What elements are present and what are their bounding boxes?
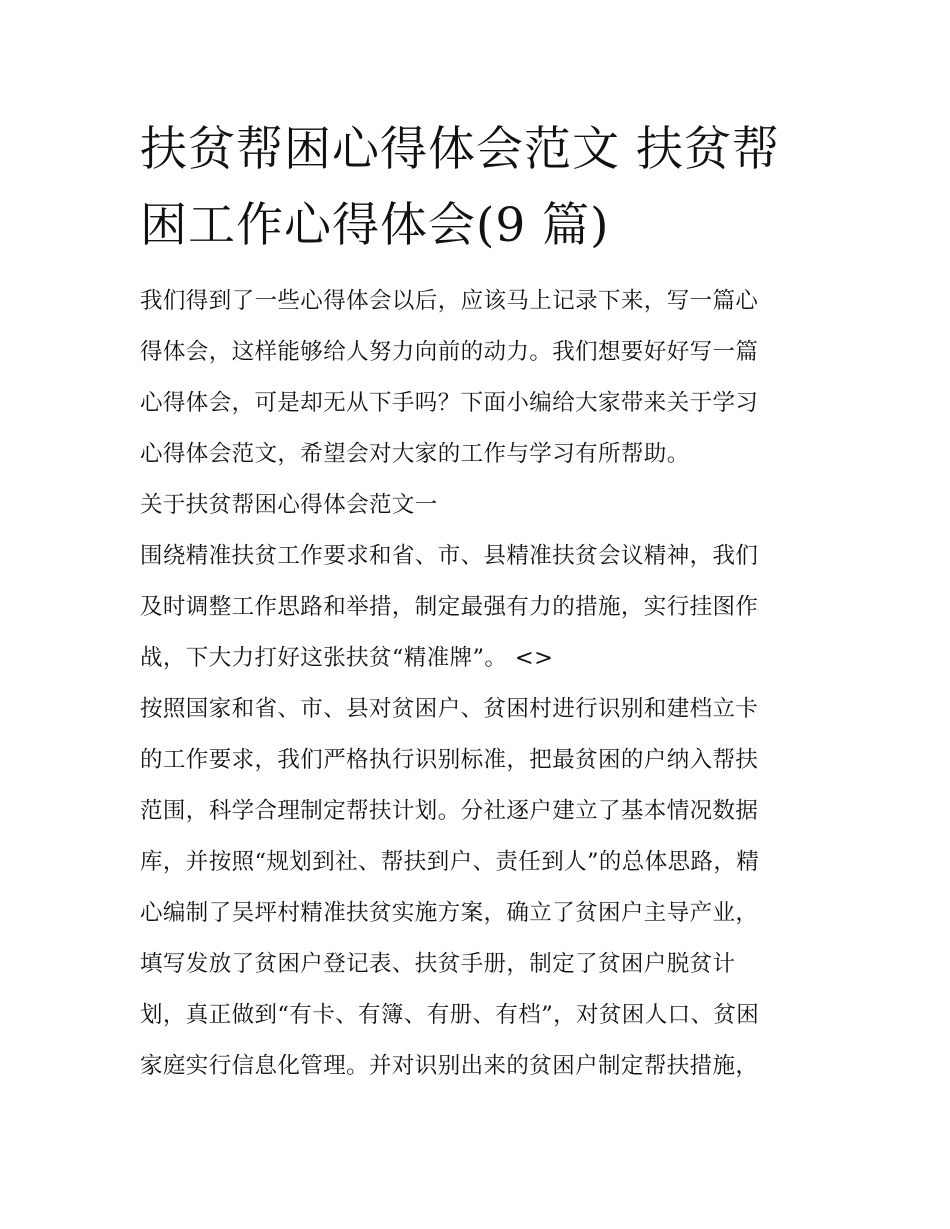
body-line-15: 划，真正做到“有卡、有簿、有册、有档”，对贫困人口、贫困 (140, 1002, 760, 1028)
body-line-2: 得体会，这样能够给人努力向前的动力。我们想要好好写一篇 (140, 339, 759, 365)
body-line-6: 围绕精准扶贫工作要求和省、市、县精准扶贫会议精神，我们 (140, 543, 759, 569)
body-line-16: 家庭实行信息化管理。并对识别出来的贫困户制定帮扶措施， (140, 1053, 759, 1079)
body-line-14: 填写发放了贫困户登记表、扶贫手册，制定了贫困户脱贫计 (140, 951, 736, 977)
body-line-4: 心得体会范文，希望会对大家的工作与学习有所帮助。 (140, 441, 690, 467)
body-line-12: 库，并按照“规划到社、帮扶到户、责任到人”的总体思路，精 (140, 849, 760, 875)
body-line-3: 心得体会，可是却无从下手吗？下面小编给大家带来关于学习 (140, 390, 759, 416)
document-title (140, 112, 820, 264)
body-line-9: 按照国家和省、市、县对贫困户、贫困村进行识别和建档立卡 (140, 696, 759, 722)
body-line-10: 的工作要求，我们严格执行识别标准，把最贫困的户纳入帮扶 (140, 747, 759, 773)
title-line-2: 困工作心得体会(9 篇) (140, 198, 610, 253)
document-body (140, 282, 820, 1098)
body-line-11: 范围，科学合理制定帮扶计划。分社逐户建立了基本情况数据 (140, 798, 759, 824)
body-line-8: 战，下大力打好这张扶贫“精准牌”。 <> (140, 645, 554, 671)
body-line-1: 我们得到了一些心得体会以后，应该马上记录下来，写一篇心 (140, 288, 759, 314)
section-heading: 关于扶贫帮困心得体会范文一 (140, 492, 438, 518)
title-line-1: 扶贫帮困心得体会范文 扶贫帮 (140, 122, 780, 177)
body-line-13: 心编制了吴坪村精准扶贫实施方案，确立了贫困户主导产业， (140, 900, 759, 926)
body-line-7: 及时调整工作思路和举措，制定最强有力的措施，实行挂图作 (140, 594, 759, 620)
